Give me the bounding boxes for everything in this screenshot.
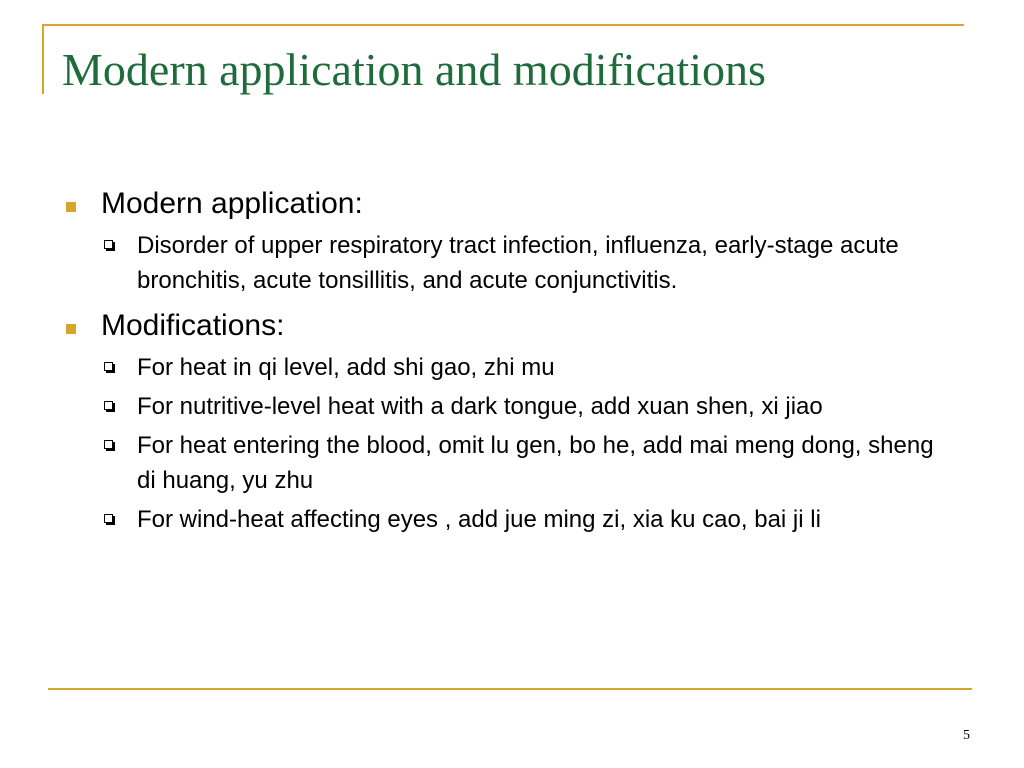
sub-bullet [137,350,957,385]
checkbox-bullet-icon [104,240,113,249]
sub-bullet [137,389,957,424]
sub-bullet-text: For nutritive-level heat with a dark tongue, add xuan shen, xi jiao [137,393,823,420]
bullet-modern-application [60,184,960,224]
sub-bullet-text: For heat in qi level, add shi gao, zhi mu [137,354,555,381]
sub-bullet [137,228,957,298]
sub-bullet-text: Disorder of upper respiratory tract infection, influenza, early-stage acute bronchitis, acute tonsillitis, and acute conjunctivitis. [137,232,899,294]
bullet-text: Modifications: [101,309,285,342]
slide-title: Modern application and modifications [62,44,766,95]
sub-bullet [137,502,957,537]
sub-bullet [137,428,957,498]
page-number: 5 [963,728,970,743]
square-bullet-icon [66,202,76,212]
bottom-border-line [48,688,972,690]
checkbox-bullet-icon [104,401,113,410]
checkbox-bullet-icon [104,362,113,371]
sub-bullet-text: For wind-heat affecting eyes , add jue ming zi, xia ku cao, bai ji li [137,506,821,533]
checkbox-bullet-icon [104,440,113,449]
checkbox-bullet-icon [104,514,113,523]
slide-content [60,184,960,537]
left-border-line [42,24,44,94]
bullet-modifications [60,306,960,346]
square-bullet-icon [66,324,76,334]
sub-bullet-text: For heat entering the blood, omit lu gen, bo he, add mai meng dong, sheng di huang, yu zhu [137,432,934,494]
top-border-line [42,24,964,26]
bullet-text: Modern application: [101,187,363,220]
